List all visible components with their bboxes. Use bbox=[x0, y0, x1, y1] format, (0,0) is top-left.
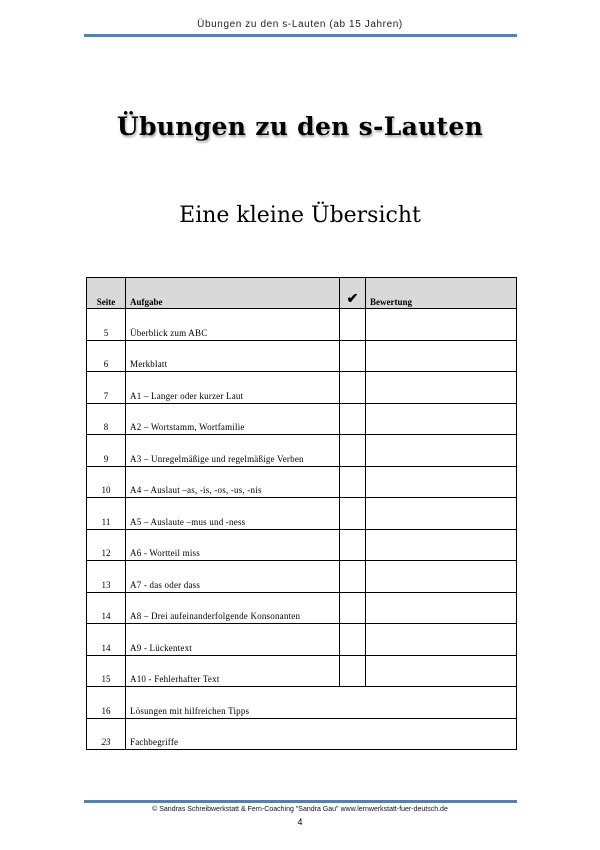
table-row bbox=[87, 309, 517, 341]
row-check-cell[interactable] bbox=[340, 498, 366, 530]
row-task: A5 – Auslaute –mus und -ness bbox=[126, 498, 340, 530]
row-task: Fachbegriffe bbox=[126, 718, 340, 750]
row-check-cell[interactable] bbox=[340, 340, 366, 372]
table-row bbox=[87, 561, 517, 593]
row-rating-cell[interactable] bbox=[366, 498, 517, 530]
page-number: 4 bbox=[297, 817, 303, 827]
row-rating-cell[interactable] bbox=[366, 466, 517, 498]
row-rating-cell[interactable] bbox=[366, 435, 517, 467]
row-check-cell[interactable] bbox=[340, 372, 366, 404]
row-page: 23 bbox=[87, 718, 126, 750]
table-row bbox=[87, 529, 517, 561]
row-task: A6 - Wortteil miss bbox=[126, 529, 340, 561]
row-rating-cell[interactable] bbox=[366, 340, 517, 372]
row-page: 16 bbox=[87, 687, 126, 719]
row-page: 14 bbox=[87, 592, 126, 624]
row-page: 11 bbox=[87, 498, 126, 530]
table-row bbox=[87, 624, 517, 656]
row-task: A4 – Auslaut –as, -is, -os, -us, -nis bbox=[126, 466, 340, 498]
header-page: Seite bbox=[87, 278, 126, 309]
row-page: 14 bbox=[87, 624, 126, 656]
table-row bbox=[87, 340, 517, 372]
page-subtitle: Eine kleine Übersicht bbox=[179, 203, 421, 228]
row-page: 9 bbox=[87, 435, 126, 467]
row-rating-cell[interactable] bbox=[366, 309, 517, 341]
row-rating-cell[interactable] bbox=[366, 561, 517, 593]
table-row bbox=[87, 687, 517, 719]
overview-table bbox=[86, 277, 517, 750]
row-check-cell[interactable] bbox=[340, 466, 366, 498]
row-task: A2 – Wortstamm, Wortfamilie bbox=[126, 403, 340, 435]
row-task: Merkblatt bbox=[126, 340, 340, 372]
row-task: Überblick zum ABC bbox=[126, 309, 340, 341]
row-page: 10 bbox=[87, 466, 126, 498]
row-rating-cell bbox=[366, 718, 517, 750]
row-check-cell bbox=[340, 687, 366, 719]
table-row bbox=[87, 718, 517, 750]
row-page: 15 bbox=[87, 655, 126, 687]
row-check-cell[interactable] bbox=[340, 435, 366, 467]
row-rating-cell[interactable] bbox=[366, 372, 517, 404]
row-check-cell[interactable] bbox=[340, 309, 366, 341]
row-check-cell[interactable] bbox=[340, 529, 366, 561]
table-row bbox=[87, 498, 517, 530]
row-page: 8 bbox=[87, 403, 126, 435]
table-header-row bbox=[87, 278, 517, 309]
header-rule bbox=[84, 34, 517, 37]
row-task: A7 - das oder dass bbox=[126, 561, 340, 593]
running-header: Übungen zu den s-Lauten (ab 15 Jahren) bbox=[197, 19, 403, 30]
row-rating-cell[interactable] bbox=[366, 592, 517, 624]
row-rating-cell[interactable] bbox=[366, 655, 517, 687]
row-rating-cell[interactable] bbox=[366, 529, 517, 561]
header-check-icon: ✔ bbox=[340, 278, 366, 309]
row-check-cell bbox=[340, 718, 366, 750]
row-rating-cell[interactable] bbox=[366, 403, 517, 435]
table-row bbox=[87, 655, 517, 687]
header-task: Aufgabe bbox=[126, 278, 340, 309]
footer-rule bbox=[84, 800, 517, 803]
row-task: A1 – Langer oder kurzer Laut bbox=[126, 372, 340, 404]
footer-credit: © Sandras Schreibwerkstatt & Fern-Coaching "Sandra Gau" www.lernwerkstatt-fuer-deutsch.de bbox=[152, 806, 448, 813]
table-row bbox=[87, 372, 517, 404]
row-page: 7 bbox=[87, 372, 126, 404]
row-task: A9 - Lückentext bbox=[126, 624, 340, 656]
row-task: A8 – Drei aufeinanderfolgende Konsonanten bbox=[126, 592, 340, 624]
table-row bbox=[87, 592, 517, 624]
row-task: A10 - Fehlerhafter Text bbox=[126, 655, 340, 687]
header-rating: Bewertung bbox=[366, 278, 517, 309]
page-title: Übungen zu den s-Lauten bbox=[116, 112, 484, 141]
row-task: Lösungen mit hilfreichen Tipps bbox=[126, 687, 340, 719]
row-page: 13 bbox=[87, 561, 126, 593]
table-row bbox=[87, 466, 517, 498]
row-check-cell[interactable] bbox=[340, 624, 366, 656]
row-check-cell[interactable] bbox=[340, 592, 366, 624]
row-task: A3 – Unregelmäßige und regelmäßige Verben bbox=[126, 435, 340, 467]
row-check-cell[interactable] bbox=[340, 403, 366, 435]
row-page: 5 bbox=[87, 309, 126, 341]
table-row bbox=[87, 435, 517, 467]
row-rating-cell[interactable] bbox=[366, 624, 517, 656]
table-row bbox=[87, 403, 517, 435]
row-page: 12 bbox=[87, 529, 126, 561]
row-rating-cell bbox=[366, 687, 517, 719]
row-page: 6 bbox=[87, 340, 126, 372]
row-check-cell[interactable] bbox=[340, 561, 366, 593]
row-check-cell[interactable] bbox=[340, 655, 366, 687]
